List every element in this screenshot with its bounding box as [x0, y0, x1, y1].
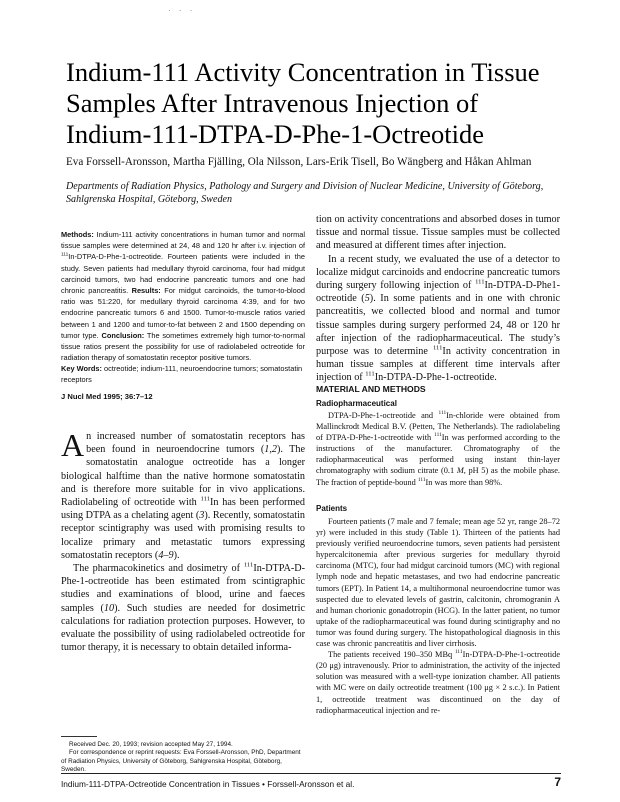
footnote-divider	[61, 736, 97, 737]
subsection-heading: Radiopharmaceutical	[316, 399, 397, 408]
affiliation-line: Sahlgrenska Hospital, Göteborg, Sweden	[66, 194, 233, 205]
title-line: Indium-111 Activity Concentration in Tissue	[66, 57, 540, 87]
results-label: Results:	[131, 286, 161, 296]
methods-paragraph: Fourteen patients (7 male and 7 female; mean age 52 yr, range 28–72 yr) were included in this study (Table 1). Thirteen of the patients had previously verified neuroendocrine tumors, seven patients had persistent hypercalcitonemia after previous surgeries for medullary thyroid carcinoma (MTC), four had midgut carcinoid tumors (MC) with regional lymph node and hepatic metastases, and two had endocrine pancreatic tumors (EPT). In Patient 14, a multihormonal neuroendocrine tumor was suspected due to elevated levels of gastrin, calcitonin, chromogranin A and human chorionic gonadotropin (HCG). In the latter patient, no tumor uptake of the radiopharmaceutical was found during scintigraphy and no tumor was found during surgery. The histopathological diagnosis in this case was chronic pancreatitis and liver cirrhosis.	[316, 517, 560, 649]
subsection-heading: Patients	[316, 504, 348, 513]
title-line: Indium-111-DTPA-D-Phe-1-Octreotide	[66, 119, 485, 149]
radiopharmaceutical-section	[316, 410, 560, 488]
conclusion-label: Conclusion:	[101, 330, 145, 340]
title-line: Samples After Intravenous Injection of	[66, 88, 479, 118]
methods-label: Methods:	[61, 230, 94, 239]
introduction-continued	[316, 213, 560, 385]
isotope-sup: 111	[61, 252, 69, 258]
intro-paragraph: The pharmacokinetics and dosimetry of $^{111}$In-DTPA-D-Phe-1-octreotide has been estimated from scintigraphic studies and examinations of blood, urine and faeces samples (10). Such studies are needed for dosimetric calculations for radiation protection purposes. However, to evaluate the possibility of using radiolabeled octreotide for tumor therapy, it is necessary to obtain detailed informa-	[61, 561, 305, 654]
abstract	[61, 229, 305, 363]
top-marks: · · ·	[168, 6, 196, 15]
journal-citation: J Nucl Med 1995; 36:7–12	[61, 392, 153, 401]
article-title	[66, 57, 566, 150]
introduction	[61, 427, 305, 654]
section-heading: MATERIAL AND METHODS	[316, 384, 426, 394]
methods-paragraph: The patients received 190–350 MBq $^{111}$In-DTPA-D-Phe-1-octreotide (20 μg) intravenously. Prior to administration, the activity of the injected solution was measured with a well-type ionization chamber. All patients with MC were on daily octreotide treatment (100 μg × 2 s.c.). In Patient 1, octreotide treatment was discontinued on the day of radiopharmaceutical injection and re-	[316, 649, 560, 715]
abstract-text: Indium-111 activity concentrations in human tumor and normal tissue samples were determined at 24, 48 and 120 hr after i.v. injection of	[61, 230, 305, 251]
footnote	[61, 741, 305, 775]
abstract-text: For midgut carcinoids, the tumor-to-blood ratio was 51:220, for medullary thyroid carcinoma 4:39, and for two endocrine pancreatic tumors 6 and 1500. Tumor-to-muscle ratios varied between 1 and 1200 and tumor-to-fat between 2 and 1500 depending on tumor type.	[61, 286, 305, 340]
received-note: Received Dec. 20, 1993; revision accepted May 27, 1994.	[69, 741, 233, 748]
affiliation-line: Departments of Radiation Physics, Pathology and Surgery and Division of Nuclear Medicine, University of Göteborg,	[66, 181, 544, 192]
intro-paragraph: In a recent study, we evaluated the use of a detector to localize midgut carcinoids and endocrine pancreatic tumors during surgery following injection of $^{111}$In-DTPA-D-Phe1-octreotide (5). In some patients and in one with chronic pancreatitis, we collected blood and normal and tumor tissue samples during surgery performed 24, 48 or 120 hr after injection of the radiopharmaceutical. The study’s purpose was to determine $^{111}$In activity concentration in human tissue samples at different time intervals after injection of $^{111}$In-DTPA-D-Phe-1-octreotide.	[316, 253, 560, 384]
footer-divider	[61, 773, 561, 774]
drop-cap: A	[61, 427, 85, 463]
patients-section	[316, 516, 560, 716]
correspondence-note: For correspondence or reprint requests: Eva Forssell-Aronsson, PhD, Department of Radiation Physics, University of Göteborg, Sahlgrenska Hospital, Göteborg, Sweden.	[61, 749, 301, 774]
affiliation	[66, 180, 566, 206]
running-footer: Indium-111-DTPA-Octreotide Concentration in Tissues • Forssell-Aronsson et al.	[61, 779, 355, 789]
methods-paragraph: DTPA-D-Phe-1-octreotide and $^{111}$In-chloride were obtained from Mallinckrodt Medical B.V. (Petten, The Netherlands). The radiolabeling of DTPA-D-Phe-1-octreotide with $^{111}$In was performed according to the instructions of the manufacturer. Chromatography of the radiopharmaceutical was performed using instant thin-layer chromatography with sodium citrate (0.1 M, pH 5) as the mobile phase. The fraction of peptide-bound $^{111}$In was more than 98%.	[316, 410, 561, 487]
intro-paragraph: An increased number of somatostatin receptors has been found in neuroendocrine tumors (1,2). The somatostatin analogue octreotide has a longer biological halftime than the native hormone somatostatin and is therefore more suitable for in vivo applications. Radiolabeling of octreotide with $^{111}$In has been performed using DTPA as a chelating agent (3). Recently, somatostatin receptor scintigraphy was used with promising results to localize primary and metastatic tumors expressing somatostatin receptors (4–9).	[61, 427, 305, 561]
keywords-label: Key Words:	[61, 364, 102, 373]
keywords-text: octreotide; indium-111, neuroendocrine tumors; somatostatin receptors	[61, 364, 303, 384]
page-number: 7	[554, 775, 561, 789]
abstract-text: In-DTPA-D-Phe-1-octreotide. Fourteen patients were included in the study. Seven patients had medullary thyroid carcinoma, four had midgut carcinoid tumors, two had endocrine pancreatic tumors and one had chronic pancreatitis.	[61, 252, 305, 296]
author-list: Eva Forssell-Aronsson, Martha Fjälling, Ola Nilsson, Lars-Erik Tisell, Bo Wängberg and Håkan Ahlman	[66, 156, 532, 168]
keywords	[61, 363, 305, 385]
intro-paragraph: tion on activity concentrations and absorbed doses in tumor tissue and normal tissue. Tissue samples must be collected and measured at different times after injection.	[316, 214, 560, 252]
abstract-text: The sometimes extremely high tumor-to-normal tissue ratios present the possibility for use of radiolabeled octreotide for radiation therapy of somatostatin receptor positive tumors.	[61, 330, 305, 363]
